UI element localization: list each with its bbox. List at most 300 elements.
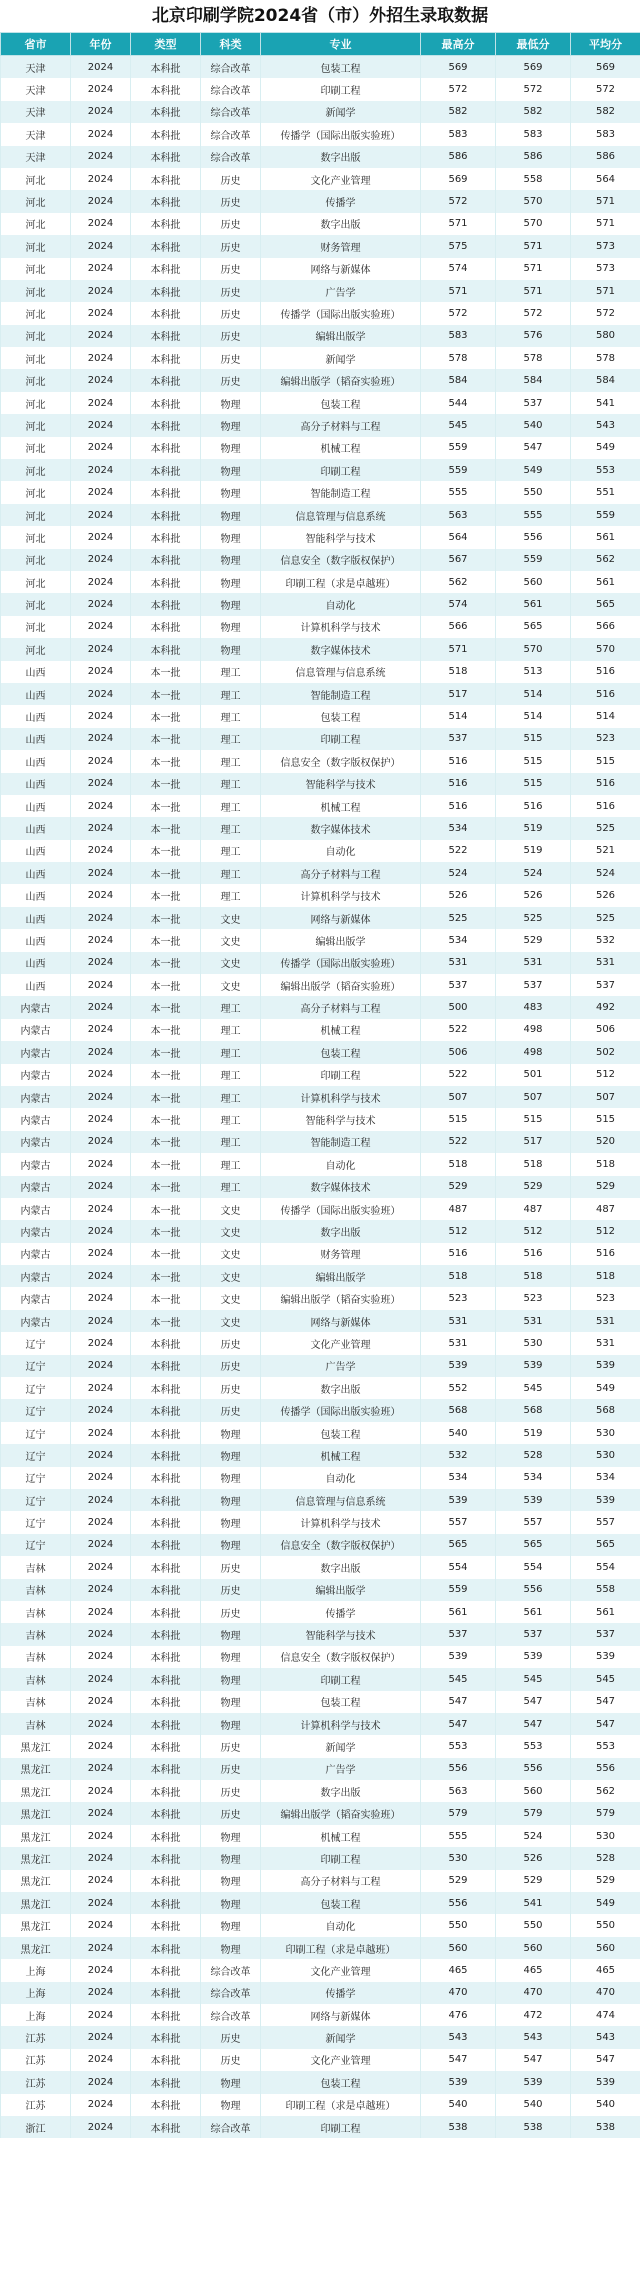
cell-avg-score: 523 [571,1287,640,1309]
cell-batch-type: 本一批 [131,840,201,862]
cell-batch-type: 本一批 [131,1131,201,1153]
cell-subject-category: 理工 [201,1041,261,1063]
table-row [1,504,640,526]
cell-avg-score: 523 [571,728,640,750]
cell-batch-type: 本科批 [131,526,201,548]
cell-subject-category: 文史 [201,1243,261,1265]
cell-batch-type: 本一批 [131,728,201,750]
cell-batch-type: 本一批 [131,1108,201,1130]
cell-subject-category: 物理 [201,1511,261,1533]
cell-min-score: 534 [496,1467,571,1489]
cell-province: 山西 [1,907,71,929]
cell-subject-category: 物理 [201,1892,261,1914]
cell-major: 信息安全（数字版权保护） [261,1534,421,1556]
cell-batch-type: 本一批 [131,705,201,727]
cell-year: 2024 [71,325,131,347]
cell-subject-category: 历史 [201,1332,261,1354]
cell-major: 编辑出版学 [261,1579,421,1601]
cell-min-score: 537 [496,392,571,414]
cell-year: 2024 [71,2071,131,2093]
table-row [1,2004,640,2026]
cell-max-score: 566 [421,616,496,638]
cell-major: 新闻学 [261,2026,421,2048]
cell-max-score: 539 [421,1646,496,1668]
table-row [1,1691,640,1713]
cell-year: 2024 [71,190,131,212]
cell-subject-category: 综合改革 [201,78,261,100]
cell-batch-type: 本科批 [131,2004,201,2026]
cell-min-score: 561 [496,1601,571,1623]
cell-province: 内蒙古 [1,1041,71,1063]
cell-year: 2024 [71,1153,131,1175]
cell-major: 机械工程 [261,795,421,817]
cell-province: 山西 [1,661,71,683]
table-row [1,974,640,996]
cell-year: 2024 [71,1601,131,1623]
cell-major: 传播学（国际出版实验班） [261,1399,421,1421]
cell-province: 河北 [1,437,71,459]
cell-province: 河北 [1,526,71,548]
cell-avg-score: 564 [571,168,640,190]
cell-province: 河北 [1,258,71,280]
cell-avg-score: 474 [571,2004,640,2026]
cell-min-score: 483 [496,996,571,1018]
cell-min-score: 578 [496,347,571,369]
cell-province: 辽宁 [1,1467,71,1489]
cell-min-score: 531 [496,952,571,974]
cell-avg-score: 539 [571,1489,640,1511]
cell-batch-type: 本一批 [131,817,201,839]
cell-max-score: 517 [421,683,496,705]
cell-subject-category: 理工 [201,1153,261,1175]
cell-major: 数字媒体技术 [261,638,421,660]
cell-major: 印刷工程 [261,1847,421,1869]
cell-subject-category: 物理 [201,1422,261,1444]
cell-max-score: 559 [421,437,496,459]
cell-min-score: 539 [496,1355,571,1377]
cell-subject-category: 文史 [201,974,261,996]
cell-avg-score: 502 [571,1041,640,1063]
cell-major: 包装工程 [261,56,421,79]
cell-major: 网络与新媒体 [261,1310,421,1332]
table-row [1,1601,640,1623]
table-row [1,884,640,906]
cell-min-score: 556 [496,1579,571,1601]
cell-province: 河北 [1,347,71,369]
cell-batch-type: 本科批 [131,414,201,436]
cell-batch-type: 本科批 [131,1623,201,1645]
cell-max-score: 515 [421,1108,496,1130]
cell-min-score: 538 [496,2116,571,2138]
cell-min-score: 570 [496,638,571,660]
cell-max-score: 518 [421,1265,496,1287]
cell-year: 2024 [71,459,131,481]
cell-major: 印刷工程 [261,459,421,481]
cell-avg-score: 545 [571,1668,640,1690]
cell-major: 数字出版 [261,146,421,168]
cell-avg-score: 568 [571,1399,640,1421]
cell-max-score: 574 [421,258,496,280]
header-major: 专业 [261,33,421,56]
cell-batch-type: 本科批 [131,1422,201,1444]
cell-province: 辽宁 [1,1534,71,1556]
cell-province: 河北 [1,190,71,212]
cell-subject-category: 历史 [201,369,261,391]
cell-batch-type: 本科批 [131,325,201,347]
cell-province: 天津 [1,101,71,123]
table-row [1,1713,640,1735]
cell-max-score: 539 [421,1489,496,1511]
cell-batch-type: 本科批 [131,1646,201,1668]
cell-min-score: 553 [496,1735,571,1757]
cell-avg-score: 526 [571,884,640,906]
cell-min-score: 547 [496,1713,571,1735]
table-row [1,1041,640,1063]
cell-avg-score: 530 [571,1825,640,1847]
cell-min-score: 556 [496,526,571,548]
cell-avg-score: 580 [571,325,640,347]
cell-subject-category: 物理 [201,1870,261,1892]
cell-province: 天津 [1,146,71,168]
cell-subject-category: 物理 [201,1825,261,1847]
cell-avg-score: 529 [571,1176,640,1198]
cell-batch-type: 本科批 [131,190,201,212]
cell-max-score: 531 [421,1332,496,1354]
cell-batch-type: 本一批 [131,884,201,906]
table-row [1,593,640,615]
cell-min-score: 543 [496,2026,571,2048]
header-avg-score: 平均分 [571,33,640,56]
cell-avg-score: 578 [571,347,640,369]
cell-province: 上海 [1,1982,71,2004]
cell-province: 吉林 [1,1691,71,1713]
table-row [1,2049,640,2071]
cell-min-score: 560 [496,571,571,593]
table-row [1,101,640,123]
cell-max-score: 562 [421,571,496,593]
cell-batch-type: 本一批 [131,996,201,1018]
cell-major: 机械工程 [261,1444,421,1466]
cell-batch-type: 本科批 [131,1467,201,1489]
cell-avg-score: 584 [571,369,640,391]
cell-province: 江苏 [1,2071,71,2093]
cell-year: 2024 [71,437,131,459]
cell-batch-type: 本科批 [131,56,201,79]
cell-major: 印刷工程 [261,78,421,100]
table-row [1,683,640,705]
table-row [1,795,640,817]
cell-max-score: 506 [421,1041,496,1063]
cell-max-score: 531 [421,1310,496,1332]
cell-major: 传播学（国际出版实验班） [261,302,421,324]
cell-avg-score: 583 [571,123,640,145]
cell-province: 吉林 [1,1579,71,1601]
table-row [1,2026,640,2048]
cell-min-score: 514 [496,705,571,727]
cell-province: 内蒙古 [1,1176,71,1198]
cell-subject-category: 物理 [201,1691,261,1713]
cell-max-score: 547 [421,1691,496,1713]
cell-major: 包装工程 [261,1041,421,1063]
cell-min-score: 531 [496,1310,571,1332]
cell-batch-type: 本科批 [131,549,201,571]
cell-major: 数字出版 [261,213,421,235]
cell-min-score: 529 [496,1176,571,1198]
cell-batch-type: 本科批 [131,1601,201,1623]
cell-max-score: 563 [421,504,496,526]
cell-avg-score: 470 [571,1982,640,2004]
cell-province: 河北 [1,235,71,257]
cell-subject-category: 物理 [201,414,261,436]
cell-province: 黑龙江 [1,1937,71,1959]
cell-year: 2024 [71,1287,131,1309]
cell-max-score: 579 [421,1802,496,1824]
cell-max-score: 555 [421,481,496,503]
table-row [1,1959,640,1981]
cell-province: 河北 [1,504,71,526]
cell-min-score: 470 [496,1982,571,2004]
cell-min-score: 524 [496,862,571,884]
cell-max-score: 556 [421,1892,496,1914]
cell-major: 传播学 [261,1982,421,2004]
cell-min-score: 507 [496,1086,571,1108]
cell-year: 2024 [71,1735,131,1757]
cell-subject-category: 文史 [201,952,261,974]
cell-avg-score: 507 [571,1086,640,1108]
cell-max-score: 537 [421,1623,496,1645]
cell-subject-category: 历史 [201,213,261,235]
cell-batch-type: 本科批 [131,1691,201,1713]
table-row [1,1489,640,1511]
cell-year: 2024 [71,1355,131,1377]
cell-avg-score: 547 [571,2049,640,2071]
cell-min-score: 515 [496,1108,571,1130]
cell-major: 智能制造工程 [261,481,421,503]
cell-major: 自动化 [261,593,421,615]
cell-province: 内蒙古 [1,1019,71,1041]
table-row [1,1825,640,1847]
cell-max-score: 560 [421,1937,496,1959]
cell-max-score: 547 [421,1713,496,1735]
cell-major: 数字出版 [261,1556,421,1578]
cell-province: 辽宁 [1,1355,71,1377]
cell-year: 2024 [71,1064,131,1086]
cell-year: 2024 [71,1243,131,1265]
cell-year: 2024 [71,481,131,503]
cell-major: 包装工程 [261,392,421,414]
cell-max-score: 544 [421,392,496,414]
cell-province: 内蒙古 [1,1198,71,1220]
cell-avg-score: 518 [571,1265,640,1287]
cell-min-score: 558 [496,168,571,190]
table-row [1,1243,640,1265]
cell-subject-category: 物理 [201,616,261,638]
table-row [1,929,640,951]
cell-year: 2024 [71,146,131,168]
cell-batch-type: 本科批 [131,1444,201,1466]
table-row [1,459,640,481]
cell-min-score: 498 [496,1041,571,1063]
table-row [1,1220,640,1242]
cell-year: 2024 [71,1892,131,1914]
cell-batch-type: 本一批 [131,862,201,884]
cell-min-score: 576 [496,325,571,347]
cell-max-score: 522 [421,840,496,862]
cell-province: 山西 [1,862,71,884]
table-row [1,862,640,884]
cell-max-score: 569 [421,56,496,79]
cell-batch-type: 本科批 [131,1982,201,2004]
cell-min-score: 586 [496,146,571,168]
cell-avg-score: 543 [571,2026,640,2048]
cell-subject-category: 物理 [201,437,261,459]
cell-max-score: 514 [421,705,496,727]
table-row [1,661,640,683]
table-row [1,952,640,974]
cell-major: 编辑出版学（韬奋实验班） [261,1287,421,1309]
cell-year: 2024 [71,817,131,839]
table-row [1,1735,640,1757]
cell-province: 河北 [1,616,71,638]
cell-year: 2024 [71,661,131,683]
cell-batch-type: 本一批 [131,929,201,951]
cell-min-score: 569 [496,56,571,79]
cell-max-score: 529 [421,1176,496,1198]
cell-year: 2024 [71,1780,131,1802]
table-row [1,773,640,795]
cell-major: 信息安全（数字版权保护） [261,1646,421,1668]
cell-year: 2024 [71,1310,131,1332]
cell-subject-category: 物理 [201,459,261,481]
cell-province: 内蒙古 [1,1108,71,1130]
cell-year: 2024 [71,884,131,906]
cell-max-score: 522 [421,1064,496,1086]
cell-province: 上海 [1,2004,71,2026]
cell-year: 2024 [71,123,131,145]
cell-major: 文化产业管理 [261,1332,421,1354]
cell-avg-score: 551 [571,481,640,503]
cell-batch-type: 本科批 [131,78,201,100]
cell-province: 山西 [1,817,71,839]
cell-min-score: 582 [496,101,571,123]
cell-min-score: 529 [496,929,571,951]
cell-year: 2024 [71,616,131,638]
cell-year: 2024 [71,705,131,727]
cell-year: 2024 [71,101,131,123]
table-row [1,1982,640,2004]
cell-min-score: 519 [496,840,571,862]
cell-batch-type: 本一批 [131,1310,201,1332]
cell-subject-category: 物理 [201,2094,261,2116]
cell-year: 2024 [71,1377,131,1399]
cell-min-score: 512 [496,1220,571,1242]
cell-batch-type: 本一批 [131,661,201,683]
cell-year: 2024 [71,1982,131,2004]
cell-year: 2024 [71,1556,131,1578]
cell-major: 智能科学与技术 [261,526,421,548]
cell-province: 山西 [1,795,71,817]
cell-major: 印刷工程（求是卓越班） [261,2094,421,2116]
cell-min-score: 547 [496,437,571,459]
cell-year: 2024 [71,1623,131,1645]
cell-major: 数字媒体技术 [261,1176,421,1198]
cell-province: 内蒙古 [1,1287,71,1309]
cell-major: 印刷工程 [261,728,421,750]
cell-major: 新闻学 [261,1735,421,1757]
cell-major: 编辑出版学（韬奋实验班） [261,1802,421,1824]
cell-min-score: 519 [496,1422,571,1444]
cell-min-score: 583 [496,123,571,145]
table-row [1,235,640,257]
cell-batch-type: 本一批 [131,974,201,996]
cell-year: 2024 [71,907,131,929]
cell-major: 广告学 [261,280,421,302]
cell-province: 黑龙江 [1,1892,71,1914]
cell-major: 财务管理 [261,235,421,257]
cell-subject-category: 历史 [201,1355,261,1377]
page-title: 北京印刷学院2024省（市）外招生录取数据 [151,6,489,26]
cell-major: 传播学 [261,190,421,212]
cell-year: 2024 [71,571,131,593]
cell-min-score: 560 [496,1937,571,1959]
cell-batch-type: 本科批 [131,369,201,391]
cell-avg-score: 538 [571,2116,640,2138]
cell-min-score: 565 [496,1534,571,1556]
cell-province: 辽宁 [1,1489,71,1511]
table-row [1,1019,640,1041]
admission-table [0,32,640,2138]
header-min-score: 最低分 [496,33,571,56]
cell-year: 2024 [71,1444,131,1466]
table-row [1,1332,640,1354]
table-row [1,1467,640,1489]
cell-min-score: 498 [496,1019,571,1041]
cell-province: 河北 [1,593,71,615]
cell-subject-category: 历史 [201,2026,261,2048]
cell-avg-score: 571 [571,190,640,212]
table-row [1,2116,640,2138]
cell-year: 2024 [71,996,131,1018]
cell-province: 黑龙江 [1,1847,71,1869]
cell-max-score: 574 [421,593,496,615]
cell-avg-score: 566 [571,616,640,638]
cell-major: 自动化 [261,1153,421,1175]
cell-subject-category: 理工 [201,728,261,750]
cell-avg-score: 512 [571,1064,640,1086]
cell-min-score: 515 [496,728,571,750]
cell-min-score: 472 [496,2004,571,2026]
cell-province: 河北 [1,392,71,414]
cell-major: 传播学（国际出版实验班） [261,1198,421,1220]
cell-province: 吉林 [1,1646,71,1668]
cell-min-score: 515 [496,773,571,795]
header-subject-category: 科类 [201,33,261,56]
cell-year: 2024 [71,526,131,548]
cell-year: 2024 [71,1086,131,1108]
cell-major: 编辑出版学（韬奋实验班） [261,974,421,996]
cell-major: 包装工程 [261,1691,421,1713]
cell-subject-category: 物理 [201,526,261,548]
cell-max-score: 552 [421,1377,496,1399]
cell-avg-score: 573 [571,258,640,280]
cell-min-score: 513 [496,661,571,683]
cell-batch-type: 本一批 [131,1265,201,1287]
cell-year: 2024 [71,168,131,190]
cell-batch-type: 本科批 [131,1959,201,1981]
cell-year: 2024 [71,1422,131,1444]
cell-province: 黑龙江 [1,1780,71,1802]
cell-province: 山西 [1,683,71,705]
